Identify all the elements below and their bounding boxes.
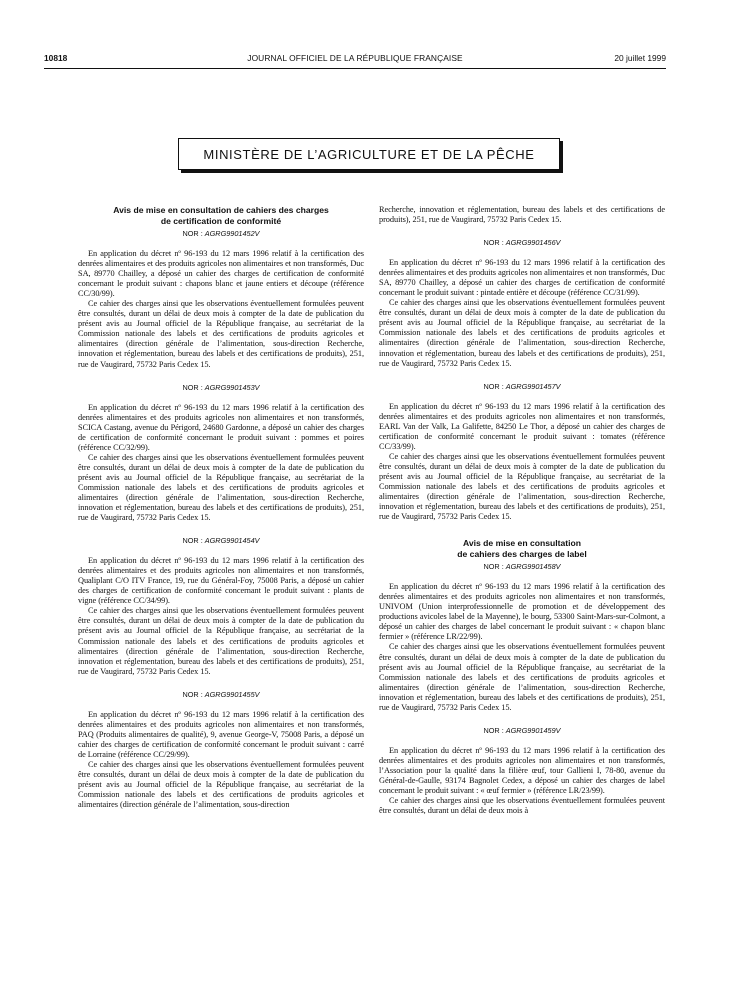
notice-paragraph: En application du décret nº 96-193 du 12 mars 1996 relatif à la certification des denrées alimentaires et des produits agricoles non alimentaires et non transformés, Duc SA, 89770 Chailley, a déposé un cahier des charges de certification de conformité concernant le produit suivant : pintade entière et découpe (référence CC/31/99). xyxy=(379,258,665,298)
publication-date: 20 juillet 1999 xyxy=(614,53,666,63)
notice-paragraph: En application du décret nº 96-193 du 12 mars 1996 relatif à la certification des denrées alimentaires et des produits agricoles non alimentaires et non transformés, Qualiplant C/O ITV France, 19, rue du Général-Foy, 75008 Paris, a déposé un cahier des charges de certification de conformité concernant le produit suivant : plants de vigne (référence CC/34/99). xyxy=(78,556,364,606)
section-title-conformite xyxy=(78,205,364,226)
nor-code: AGRG9901456V xyxy=(505,238,561,248)
right-column xyxy=(379,205,665,816)
nor-code: AGRG9901457V xyxy=(505,381,561,391)
page-number: 10818 xyxy=(44,53,68,63)
notice-paragraph: En application du décret nº 96-193 du 12 mars 1996 relatif à la certification des denrées alimentaires et des produits agricoles non alimentaires et non transformés, PAQ (Produits alimentaires de qualité), 9, avenue George-V, 75008 Paris, a déposé un cahier des charges de certification de conformité concernant le produit suivant : carré de Lorraine (référence CC/29/99). xyxy=(78,709,364,759)
section-title-line: de certification de conformité xyxy=(160,215,282,226)
nor-reference: NOR : AGRG9901458V xyxy=(483,562,561,572)
notice-paragraph: En application du décret nº 96-193 du 12 mars 1996 relatif à la certification des denrées alimentaires et des produits agricoles non alimentaires et non transformés, l’Association pour la qualité dans la filière œuf, tour Gallieni I, 78-80, avenue du Général-de-Gaulle, 93174 Bagnolet Cedex, a déposé un cahier des charges de label concernant le produit suivant : « œuf fermier » (référence LR/23/99). xyxy=(379,745,665,795)
notice-paragraph: Ce cahier des charges ainsi que les observations éventuellement formulées peuvent être consultés, durant un délai de deux mois à compter de la date de publication du présent avis au Journal officiel de la République française, au secrétariat de la Commission nationale des labels et des certifications de produits agricoles et alimentaires (direction générale de l’alimentation, sous-direction Recherche, innovation et réglementation, bureau des labels et des certifications de produits), 251, rue de Vaugirard, 75732 Paris Cedex 15. xyxy=(78,299,364,369)
header-rule xyxy=(44,68,666,69)
ministry-title: MINISTÈRE DE L’AGRICULTURE ET DE LA PÊCHE xyxy=(203,146,535,162)
nor-code: AGRG9901459V xyxy=(505,725,561,735)
nor-code: AGRG9901454V xyxy=(204,536,260,546)
nor-reference: NOR : AGRG9901455V xyxy=(182,689,260,699)
notice-paragraph: En application du décret nº 96-193 du 12 mars 1996 relatif à la certification des denrées alimentaires et des produits agricoles non alimentaires et non transformés, SCICA Castang, avenue du Périgord, 24680 Gardonne, a déposé un cahier des charges de certification de conformité concernant le produit suivant : pommes et poires (référence CC/32/99). xyxy=(78,402,364,452)
nor-code: AGRG9901453V xyxy=(204,382,260,392)
ministry-title-box xyxy=(178,138,560,170)
notice-paragraph: Ce cahier des charges ainsi que les observations éventuellement formulées peuvent être consultés, durant un délai de deux mois à compter de la date de publication du présent avis au Journal officiel de la République française, au secrétariat de la Commission nationale des labels et des certifications de produits agricoles et alimentaires (direction générale de l’alimentation, sous-direction xyxy=(78,759,364,810)
nor-reference: NOR : AGRG9901454V xyxy=(182,536,260,546)
notice-paragraph: Ce cahier des charges ainsi que les observations éventuellement formulées peuvent être consultés, durant un délai de deux mois à compter de la date de publication du présent avis au Journal officiel de la République française, au secrétariat de la Commission nationale des labels et des certifications de produits agricoles et alimentaires (direction générale de l’alimentation, sous-direction Recherche, innovation et réglementation, bureau des labels et des certifications de produits), 251, rue de Vaugirard, 75732 Paris Cedex 15. xyxy=(379,298,665,368)
nor-code: AGRG9901455V xyxy=(204,689,260,699)
nor-reference: NOR : AGRG9901453V xyxy=(182,382,260,392)
left-column xyxy=(78,205,364,810)
notice-paragraph: Ce cahier des charges ainsi que les observations éventuellement formulées peuvent être consultés, durant un délai de deux mois à xyxy=(379,796,665,816)
notice-paragraph: Ce cahier des charges ainsi que les observations éventuellement formulées peuvent être consultés, durant un délai de deux mois à compter de la date de publication du présent avis au Journal officiel de la République française, au secrétariat de la Commission nationale des labels et des certifications de produits agricoles et alimentaires (direction générale de l’alimentation, sous-direction Recherche, innovation et réglementation, bureau des labels et des certifications de produits), 251, rue de Vaugirard, 75732 Paris Cedex 15. xyxy=(379,451,665,522)
notice-paragraph: En application du décret nº 96-193 du 12 mars 1996 relatif à la certification des denrées alimentaires et des produits agricoles non alimentaires et non transformés, UNIVOM (Union interprofessionnelle de promotion et de développement des productions avicoles label de la Mayenne), le bourg, 53300 Saint-Mars-sur-Colmont, a déposé un cahier des charges de label concernant le produit suivant : « chapon blanc fermier » (référence LR/22/99). xyxy=(379,582,665,642)
section-title-line: de cahiers des charges de label xyxy=(457,548,587,559)
section-title-line: Avis de mise en consultation de cahiers des charges xyxy=(113,205,329,215)
nor-reference: NOR : AGRG9901459V xyxy=(483,725,561,735)
notice-paragraph: Ce cahier des charges ainsi que les observations éventuellement formulées peuvent être consultés, durant un délai de deux mois à compter de la date de publication du présent avis au Journal officiel de la République française, au secrétariat de la Commission nationale des labels et des certifications de produits agricoles et alimentaires (direction générale de l’alimentation, sous-direction Recherche, innovation et réglementation, bureau des labels et des certifications de produits), 251, rue de Vaugirard, 75732 Paris Cedex 15. xyxy=(78,452,364,523)
nor-reference: NOR : AGRG9901452V xyxy=(182,229,260,238)
notice-paragraph: En application du décret nº 96-193 du 12 mars 1996 relatif à la certification des denrées alimentaires et des produits agricoles non alimentaires et non transformés, Duc SA, 89770 Chailley, a déposé un cahier des charges de certification de conformité concernant le produit suivant : chapons blanc et jaune entiers et découpe (référence CC/30/99). xyxy=(78,249,364,299)
nor-code: AGRG9901452V xyxy=(204,229,260,238)
section-title-line: Avis de mise en consultation xyxy=(462,538,582,549)
page-header xyxy=(44,53,666,67)
nor-reference: NOR : AGRG9901457V xyxy=(483,381,561,391)
journal-title: JOURNAL OFFICIEL DE LA RÉPUBLIQUE FRANÇAISE xyxy=(247,53,463,63)
nor-code: AGRG9901458V xyxy=(505,562,561,572)
notice-paragraph-continued: Recherche, innovation et réglementation, bureau des labels et des certifications de produits), 251, rue de Vaugirard, 75732 Paris Cedex 15. xyxy=(379,205,665,225)
nor-reference: NOR : AGRG9901456V xyxy=(483,238,561,248)
notice-paragraph: En application du décret nº 96-193 du 12 mars 1996 relatif à la certification des denrées alimentaires et des produits agricoles non alimentaires et non transformés, EARL Van der Valk, La Galifette, 84250 Le Thor, a déposé un cahier des charges de certification de conformité concernant le produit suivant : tomates (référence CC/33/99). xyxy=(379,401,665,451)
notice-paragraph: Ce cahier des charges ainsi que les observations éventuellement formulées peuvent être consultés, durant un délai de deux mois à compter de la date de publication du présent avis au Journal officiel de la République française, au secrétariat de la Commission nationale des labels et des certifications de produits agricoles et alimentaires (direction générale de l’alimentation, sous-direction Recherche, innovation et réglementation, bureau des labels et des certifications de produits), 251, rue de Vaugirard, 75732 Paris Cedex 15. xyxy=(78,606,364,676)
notice-paragraph: Ce cahier des charges ainsi que les observations éventuellement formulées peuvent être consultés, durant un délai de deux mois à compter de la date de publication du présent avis au Journal officiel de la République française, au secrétariat de la Commission nationale des labels et des certifications de produits agricoles et alimentaires (direction générale de l’alimentation, sous-direction Recherche, innovation et réglementation, bureau des labels et des certifications de produits), 251, rue de Vaugirard, 75732 Paris Cedex 15. xyxy=(379,642,665,712)
section-title-label xyxy=(379,538,665,559)
